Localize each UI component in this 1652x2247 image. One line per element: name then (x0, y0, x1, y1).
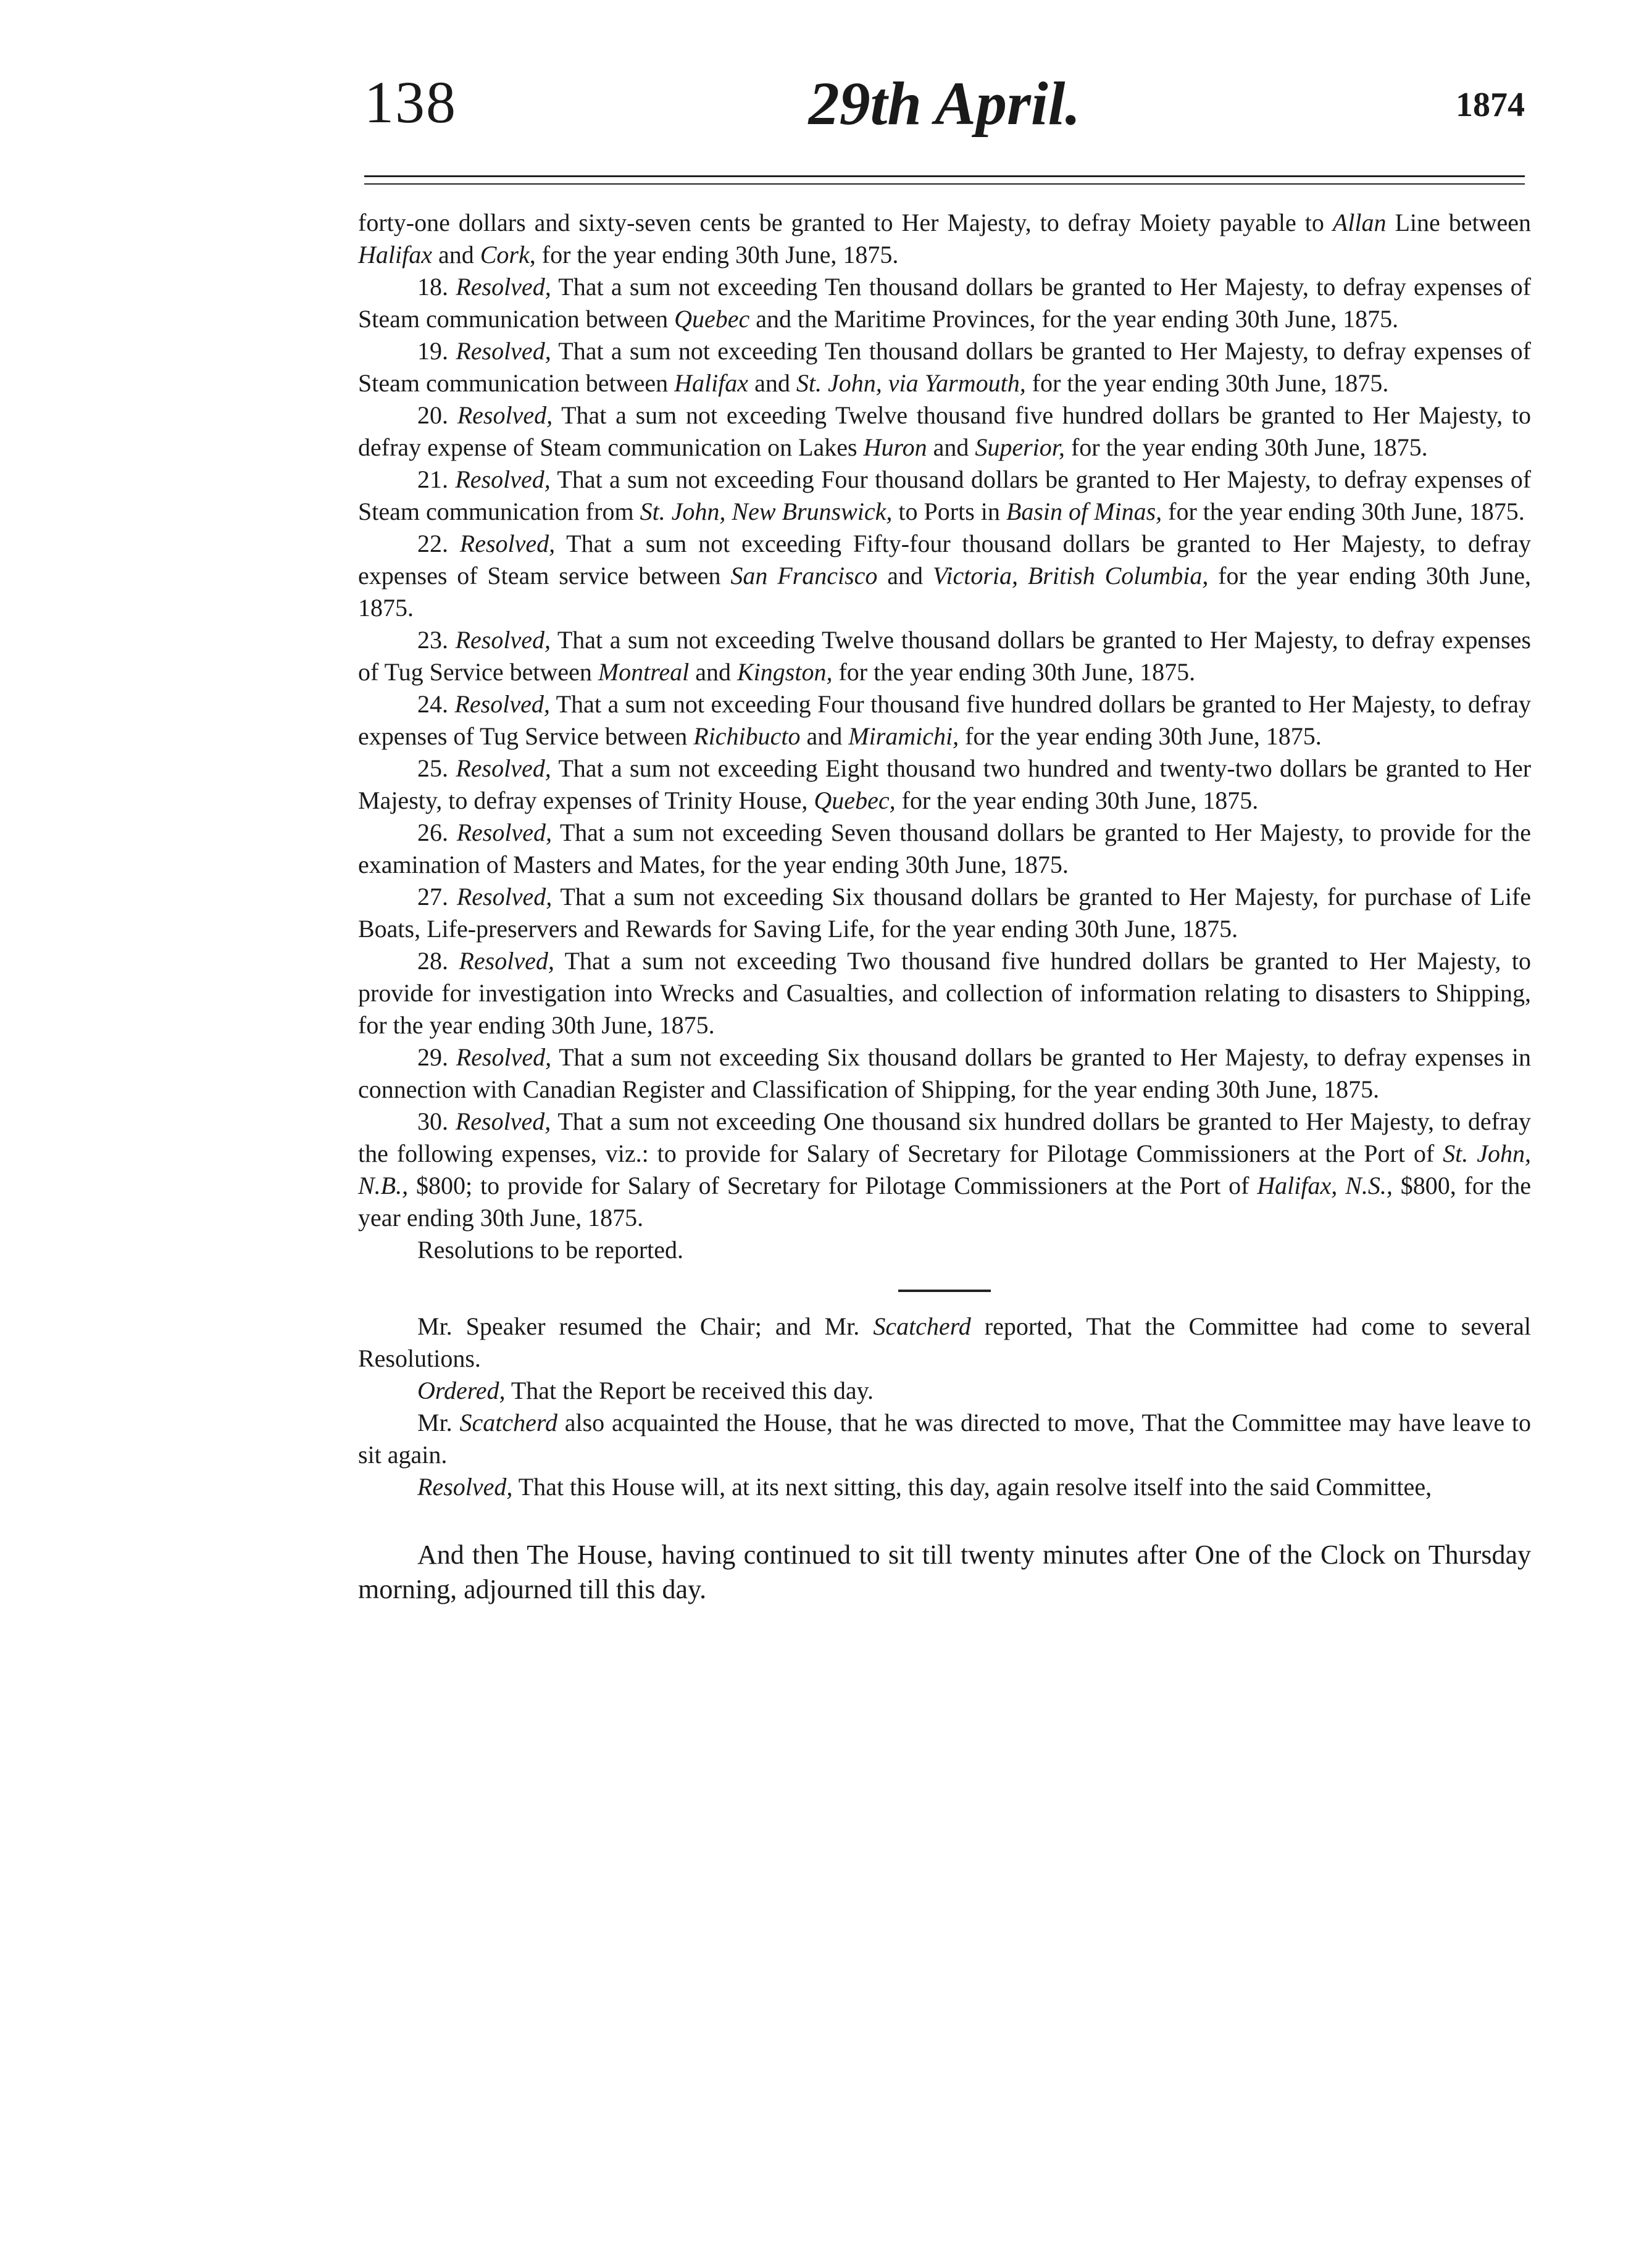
text-run: to Ports in (892, 498, 1006, 525)
text-run: and (877, 562, 933, 590)
text-run: for the year ending 30th June, 1875. (1064, 433, 1428, 461)
text-run: 19. (417, 337, 456, 365)
text-run: 21. (417, 465, 456, 493)
italic-run: Basin of Minas, (1006, 498, 1162, 525)
italic-run: Resolved, (455, 465, 551, 493)
text-run: and the Maritime Provinces, for the year ending 30th June, 1875. (749, 305, 1399, 333)
italic-run: Cork (480, 241, 530, 269)
text-run: forty-one dollars and sixty-seven cents be granted to Her Majesty, to defray Moiety payable to (358, 209, 1333, 236)
italic-run: Quebec, (814, 786, 896, 814)
text-run: and (927, 433, 975, 461)
text-run: for the year ending 30th June, 1875. (1162, 498, 1525, 525)
italic-run: Halifax, N.S., (1257, 1172, 1393, 1199)
italic-run: San Francisco (730, 562, 878, 590)
running-title-date: 29th April. (808, 69, 1081, 138)
italic-run: Resolved, (454, 690, 550, 718)
text-run: That a sum not exceeding Four thousand five hundred dollars be granted to Her Majesty, to defray expenses of Tug Service between (358, 690, 1531, 750)
text-run: That a sum not exceeding Ten thousand dollars be granted to Her Majesty, to defray expenses of Steam communication between (358, 273, 1532, 333)
text-run: 20. (417, 401, 457, 429)
header-double-rule (364, 175, 1525, 185)
resolutions-paragraph-cont (358, 207, 1531, 271)
page-number: 138 (364, 69, 457, 135)
resolutions-paragraph-19 (358, 335, 1531, 399)
text-run: 26. (417, 819, 457, 846)
resolutions-paragraph-18 (358, 271, 1531, 335)
text-run: for the year ending 30th June, 1875. (1025, 369, 1389, 397)
italic-run: St. John, N.B., (358, 1140, 1531, 1199)
section-divider (898, 1290, 991, 1292)
text-run: That a sum not exceeding Twelve thousand five hundred dollars be granted to Her Majesty, to defray expense of Steam communication on Lakes (358, 401, 1531, 461)
proceedings-paragraph-ordered (358, 1375, 1531, 1407)
text-run: Mr. (417, 1409, 460, 1436)
resolutions-paragraph-30 (358, 1106, 1531, 1234)
text-run: 22. (417, 530, 460, 557)
text-run: That a sum not exceeding Four thousand dollars be granted to Her Majesty, to defray expenses of Steam communication from (358, 465, 1532, 525)
resolutions-paragraph-20 (358, 399, 1531, 464)
resolutions-paragraph-reported (358, 1234, 1531, 1266)
page-body (358, 207, 1531, 1607)
italic-run: Allan (1332, 209, 1387, 236)
italic-run: Resolved, (459, 530, 556, 557)
text-run: 24. (417, 690, 455, 718)
text-run: 30. (417, 1107, 456, 1135)
italic-run: Resolved, (456, 273, 551, 301)
italic-run: Richibucto (693, 722, 801, 750)
page-year: 1874 (1456, 86, 1525, 124)
text-run: That this House will, at its next sitting, this day, again resolve itself into the said Committee, (512, 1473, 1432, 1501)
text-run: Mr. Speaker resumed the Chair; and Mr. (417, 1312, 874, 1340)
text-run: and (748, 369, 796, 397)
text-run: and (800, 722, 849, 750)
text-run: That a sum not exceeding Two thousand five hundred dollars be granted to Her Majesty, to provide for investigation into Wrecks and Casualties, and collection of information relating to disasters to Shipping, for the year ending 30th June, 1875. (358, 947, 1531, 1039)
text-run: , for the year ending 30th June, 1875. (529, 241, 899, 269)
italic-run: Quebec (674, 305, 750, 333)
resolutions-paragraph-22 (358, 528, 1531, 624)
resolutions-paragraph-24 (358, 688, 1531, 752)
text-run: That the Report be received this day. (505, 1377, 874, 1404)
resolutions-list (358, 207, 1531, 1266)
italic-run: St. John, via Yarmouth, (796, 369, 1026, 397)
text-run: reported, That the Committee had come to several Resolutions. (358, 1312, 1532, 1372)
resolutions-paragraph-27 (358, 881, 1531, 945)
text-run: Resolutions to be reported. (417, 1236, 684, 1264)
italic-run: Superior, (975, 433, 1065, 461)
text-run: That a sum not exceeding Eight thousand two hundred and twenty-two dollars be granted to Her Majesty, to defray expenses of Trinity House, (358, 754, 1532, 814)
italic-run: Resolved, (455, 626, 551, 654)
italic-run: Halifax (358, 241, 432, 269)
text-run: $800; to provide for Salary of Secretary for Pilotage Commissioners at the Port of (408, 1172, 1258, 1199)
text-run: Line between (1386, 209, 1531, 236)
text-run: for the year ending 30th June, 1875. (358, 562, 1532, 622)
text-run: That a sum not exceeding Twelve thousand dollars be granted to Her Majesty, to defray expenses of Tug Service between (358, 626, 1531, 686)
italic-run: Victoria, British Columbia, (932, 562, 1209, 590)
italic-run: Resolved, (457, 401, 553, 429)
italic-run: Scatcherd (873, 1312, 971, 1340)
italic-run: Halifax (674, 369, 749, 397)
text-run: That a sum not exceeding Seven thousand dollars be granted to Her Majesty, to provide for the examination of Masters and Mates, for the year ending 30th June, 1875. (358, 819, 1532, 878)
italic-run: Resolved, (456, 754, 551, 782)
italic-run: Miramichi, (848, 722, 959, 750)
text-run: for the year ending 30th June, 1875. (832, 658, 1196, 686)
resolutions-paragraph-23 (358, 624, 1531, 688)
italic-run: Resolved, (456, 883, 553, 911)
italic-run: Resolved, (456, 819, 552, 846)
italic-run: Resolved, (456, 1043, 552, 1071)
text-run: That a sum not exceeding Ten thousand dollars be granted to Her Majesty, to defray expenses of Steam communication between (358, 337, 1532, 397)
text-run: $800, for the year ending 30th June, 1875. (358, 1172, 1531, 1232)
italic-run: St. John, New Brunswick, (640, 498, 893, 525)
text-run: That a sum not exceeding Six thousand dollars be granted to Her Majesty, to defray expenses in connection with Canadian Register and Classification of Shipping, for the year ending 30th June, 1875. (358, 1043, 1531, 1103)
italic-run: Resolved, (456, 337, 551, 365)
text-run: and (689, 658, 737, 686)
resolutions-paragraph-29 (358, 1041, 1531, 1106)
italic-run: Resolved, (417, 1473, 513, 1501)
resolutions-paragraph-26 (358, 817, 1531, 881)
text-run: also acquainted the House, that he was directed to move, That the Committee may have leave to sit again. (358, 1409, 1531, 1469)
text-run: That a sum not exceeding Fifty-four thousand dollars be granted to Her Majesty, to defray expenses of Steam service between (358, 530, 1532, 590)
resolutions-paragraph-28 (358, 945, 1531, 1041)
text-run: That a sum not exceeding Six thousand dollars be granted to Her Majesty, for purchase of Life Boats, Life-preservers and Rewards for Saving Life, for the year ending 30th June, 1875. (358, 883, 1532, 943)
resolutions-paragraph-21 (358, 464, 1531, 528)
proceedings-paragraph-resolved-sitting (358, 1471, 1531, 1503)
italic-run: Scatcherd (459, 1409, 557, 1436)
text-run: 28. (417, 947, 459, 975)
text-run: and (432, 241, 480, 269)
text-run: That a sum not exceeding One thousand six hundred dollars be granted to Her Majesty, to defray the following expenses, viz.: to provide for Salary of Secretary for Pilotage Commissioners at the Port of (358, 1107, 1532, 1167)
italic-run: Ordered, (417, 1377, 506, 1404)
text-run: 18. (417, 273, 456, 301)
page-header (364, 68, 1525, 160)
text-run: 23. (417, 626, 456, 654)
text-run: for the year ending 30th June, 1875. (959, 722, 1322, 750)
italic-run: Montreal (598, 658, 690, 686)
proceedings-list (358, 1311, 1531, 1503)
text-run: for the year ending 30th June, 1875. (895, 786, 1259, 814)
text-run: 29. (417, 1043, 456, 1071)
italic-run: Resolved, (455, 1107, 551, 1135)
adjournment-paragraph: And then The House, having continued to sit till twenty minutes after One of the Clock on Thursday morning, adjourned till this day. (358, 1540, 1531, 1604)
italic-run: Kingston, (736, 658, 833, 686)
italic-run: Resolved, (459, 947, 554, 975)
proceedings-paragraph-scatcherd (358, 1407, 1531, 1471)
text-run: 25. (417, 754, 456, 782)
italic-run: Huron (863, 433, 927, 461)
resolutions-paragraph-25 (358, 752, 1531, 817)
text-run: 27. (417, 883, 457, 911)
proceedings-paragraph-speaker (358, 1311, 1531, 1375)
